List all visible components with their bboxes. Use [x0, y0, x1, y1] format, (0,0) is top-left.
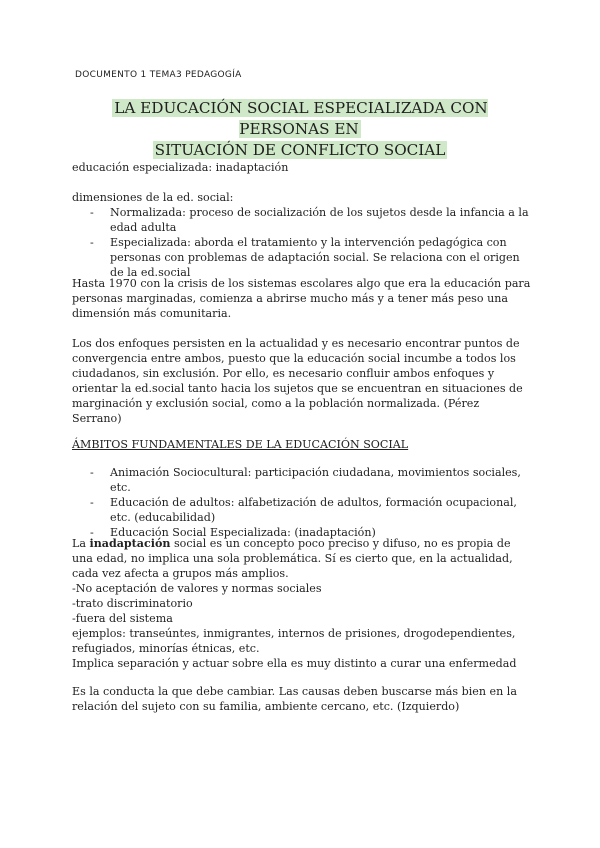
intro-line: educación especializada: inadaptación: [72, 161, 289, 174]
dimensions-list: [90, 205, 530, 280]
list-item: - Especializada: aborda el tratamiento y la intervención pedagógica con personas con problemas de adaptación social. Se relaciona con el origen de la ed.social: [90, 235, 530, 280]
ambitos-list: [90, 465, 530, 540]
inadaptacion-prefix: La: [72, 537, 90, 550]
examples-line: ejemplos: transeúntes, inmigrantes, internos de prisiones, drogodependientes, refugiados, minorías étnicas, etc.: [72, 627, 516, 655]
paragraph-history: Hasta 1970 con la crisis de los sistemas escolares algo que era la educación para personas marginadas, comienza a abrirse mucho más y a tener más peso una dimensión más comunitaria.: [72, 277, 531, 320]
inadaptacion-term: inadaptación: [89, 537, 171, 550]
list-item: - Animación Sociocultural: participación ciudadana, movimientos sociales, etc.: [90, 465, 530, 495]
inadaptacion-line-3: -fuera del sistema: [72, 612, 173, 625]
inadaptacion-line-1: -No aceptación de valores y normas sociales: [72, 582, 322, 595]
title-line-1: LA EDUCACIÓN SOCIAL ESPECIALIZADA CON PERSONAS EN: [114, 99, 488, 138]
inadaptacion-line-2: -trato discriminatorio: [72, 597, 193, 610]
paragraph-approaches: Los dos enfoques persisten en la actualidad y es necesario encontrar puntos de convergencia entre ambos, puesto que la educación social incumbe a todos los ciudadanos, sin exclusión. Por ello, es necesario confluir ambos enfoques y orientar la ed.social tanto hacia los sujetos que se encuentran en situaciones de marginación y exclusión social, como a la población normalizada. (Pérez Serrano): [72, 337, 523, 425]
list-item: - Normalizada: proceso de socialización de los sujetos desde la infancia a la edad adulta: [90, 205, 530, 235]
dimensions-heading: dimensiones de la ed. social:: [72, 191, 234, 204]
title-line-2: SITUACIÓN DE CONFLICTO SOCIAL: [154, 141, 446, 159]
paragraph-inadaptacion: [72, 536, 532, 581]
inadaptacion-text: social es un concepto poco preciso y difuso, no es propia de una edad, no implica una sola problemática. Sí es cierto que, en la actualidad, cada vez afecta a grupos más amplios.: [72, 537, 513, 580]
list-item: - Educación de adultos: alfabetización de adultos, formación ocupacional, etc. (educabilidad): [90, 495, 530, 525]
document-title: [80, 98, 520, 161]
ambitos-heading: ÁMBITOS FUNDAMENTALES DE LA EDUCACIÓN SOCIAL: [72, 438, 409, 451]
implica-line: Implica separación y actuar sobre ella es muy distinto a curar una enfermedad: [72, 657, 517, 670]
document-label: DOCUMENTO 1 TEMA3 PEDAGOGÍA: [75, 70, 242, 80]
paragraph-conducta: Es la conducta la que debe cambiar. Las causas deben buscarse más bien en la relación del sujeto con su familia, ambiente cercano, etc. (Izquierdo): [72, 685, 517, 713]
list-item: - Educación Social Especializada: (inadaptación): [90, 525, 530, 540]
